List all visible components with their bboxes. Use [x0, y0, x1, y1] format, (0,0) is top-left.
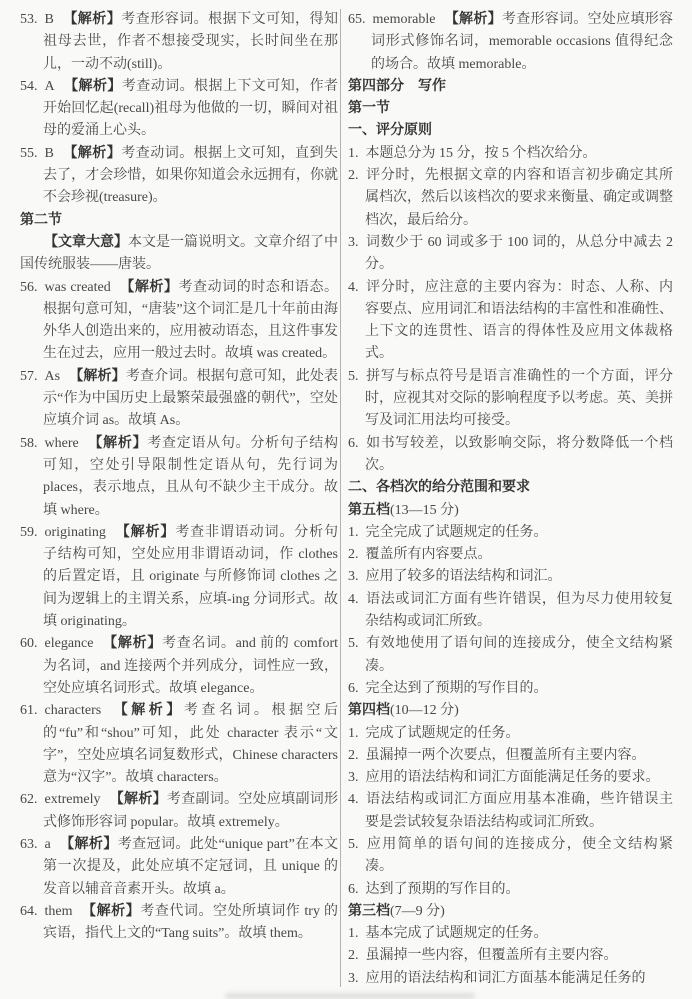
grade-label: 第四档 [348, 703, 390, 719]
analysis-item [20, 277, 338, 366]
item-text: 考查冠词。此处“unique part”在本文第一次提及，此处应填不定冠词，且 unique 的发音以辅音音素开头。故填 a。 [43, 836, 339, 897]
item-number: 3. [348, 234, 359, 250]
left-column [20, 9, 338, 945]
analysis-tag: 【解析】 [119, 279, 179, 295]
item-number: 58. [20, 435, 38, 451]
item-text: 考查名词。根据空后的“fu”和“shou”可知，此处 character 表示“文字”，空处应填名词复数形式，Chinese characters 意为“汉字”。故填 characters。 [43, 703, 339, 786]
item-number: 2. [348, 747, 359, 763]
item-number: 2. [348, 547, 359, 563]
rubric-list-item [348, 366, 673, 433]
rubric-list-item [348, 745, 673, 767]
grade-label: 第五档 [348, 502, 390, 518]
rubric-list-item [348, 767, 673, 789]
rubric-list-item [348, 968, 673, 990]
item-number: 62. [20, 792, 38, 808]
item-text: 考查代词。空处所填词作 try 的宾语，指代上文的“Tang suits”。故填 them。 [43, 903, 338, 942]
rubric-list-item [348, 589, 673, 634]
passage-summary-paragraph [20, 232, 338, 277]
grade-score-range: (7—9 分) [390, 903, 445, 919]
analysis-item [20, 433, 338, 522]
item-number: 1. [348, 926, 359, 942]
item-text: 考查形容词。空处应填形容词形式修饰名词，memorable occasions 值得纪念的场合。故填 memorable。 [371, 12, 674, 72]
item-text: 应用简单的语句间的连接成分，使全文结构紧凑。 [365, 836, 673, 875]
item-number: 4. [348, 591, 359, 607]
item-number: 59. [20, 524, 38, 540]
analysis-tag: 【解析】 [59, 836, 118, 852]
item-answer: where [44, 435, 79, 451]
item-answer: B [44, 12, 54, 27]
section-heading [348, 477, 673, 499]
item-text: 覆盖所有内容要点。 [365, 547, 492, 563]
item-text: 应用的语法结构和词汇方面基本能满足任务的 [365, 970, 646, 986]
item-text: 完全完成了试题规定的任务。 [365, 524, 548, 540]
item-text: 完成了试题规定的任务。 [365, 725, 520, 741]
rubric-list-item [348, 678, 673, 700]
item-answer: elegance [44, 636, 94, 652]
analysis-tag: 【解析】 [444, 12, 502, 27]
right-column [348, 9, 673, 990]
item-answer: A [44, 78, 55, 94]
item-number: 3. [348, 569, 359, 585]
section-heading [348, 120, 673, 142]
rubric-list-item [348, 143, 673, 165]
analysis-tag: 【解析】 [114, 524, 176, 540]
item-text: 应用的语法结构和词汇方面能满足任务的要求。 [365, 770, 660, 786]
analysis-tag: 【解析】 [62, 12, 122, 27]
rubric-list-item [348, 433, 673, 478]
item-number: 60. [20, 636, 38, 652]
item-text: 考查定语从句。分析句子结构可知，空处引导限制性定语从句，先行词为 places，表示地点，且从句不缺少主干成分。故填 where。 [43, 435, 339, 518]
item-number: 5. [348, 836, 359, 852]
grade-score-range: (13—15 分) [390, 502, 459, 518]
analysis-item [20, 9, 338, 76]
rubric-list-item [348, 165, 673, 232]
item-number: 64. [20, 903, 38, 919]
paragraph-text: 本文是一篇说明文。文章介绍了中国传统服装——唐装。 [20, 234, 338, 273]
item-number: 1. [348, 145, 359, 161]
item-text: 拼写与标点符号是语言准确性的一个方面，评分时，应视其对交际的影响程度予以考虑。英、美拼写及词汇用法均可接受。 [365, 368, 673, 429]
item-number: 56. [20, 279, 38, 295]
heading-text: 第一节 [348, 101, 390, 117]
grade-label: 第三档 [348, 903, 390, 919]
item-text: 语法结构或词汇方面应用基本准确，些许错误主要是尝试较复杂语法结构或词汇所致。 [365, 792, 673, 830]
item-number: 5. [348, 636, 359, 652]
heading-text: 一、评分原则 [348, 123, 432, 139]
item-answer: originating [44, 524, 106, 540]
section-heading [348, 76, 673, 98]
item-number: 3. [348, 970, 359, 986]
rubric-list-item [348, 566, 673, 588]
item-text: 评分时，应注意的主要内容为：时态、人称、内容要点、应用词汇和语法结构的丰富性和准确性、上下文的连贯性、语言的得体性及应用文体裁格式。 [365, 279, 673, 362]
item-number: 5. [348, 368, 359, 384]
item-text: 达到了预期的写作目的。 [365, 881, 520, 897]
analysis-tag: 【解析】 [110, 703, 184, 719]
analysis-item [20, 143, 338, 210]
heading-text: 第四部分 写作 [348, 78, 446, 94]
item-answer: was created [44, 279, 111, 295]
item-text: 考查动词。根据上下文可知，作者开始回忆起(recall)祖母为他做的一切，瞬间对祖母的爱涌上心头。 [43, 78, 339, 139]
analysis-item [20, 834, 338, 901]
rubric-list-item [348, 945, 673, 967]
column-divider [340, 9, 341, 987]
item-number: 55. [20, 145, 38, 161]
rubric-list-item [348, 232, 673, 277]
rubric-list-item [348, 789, 673, 834]
analysis-item [20, 633, 338, 700]
grade-band-heading [348, 500, 673, 522]
item-number: 2. [348, 948, 359, 964]
analysis-tag: 【解析】 [63, 78, 122, 94]
item-text: 考查动词的时态和语态。根据句意可知，“唐装”这个词汇是几十年前由海外华人创造出来的，应用被动语态，且这件事发生在过去，应用一般过去时。故填 was created。 [43, 279, 339, 362]
grade-band-heading [348, 901, 673, 923]
item-number: 4. [348, 792, 359, 808]
item-number: 57. [20, 368, 38, 384]
item-number: 4. [348, 279, 359, 295]
item-text: 基本完成了试题规定的任务。 [365, 926, 548, 942]
section-heading [20, 210, 338, 232]
analysis-item [20, 522, 338, 633]
analysis-tag: 【解析】 [109, 792, 167, 808]
item-number: 61. [20, 703, 38, 719]
item-text: 考查副词。空处应填副词形式修饰形容词 popular。故填 extremely。 [43, 792, 339, 830]
rubric-list-item [348, 277, 673, 366]
cutoff-footer-smudge [225, 993, 475, 999]
item-number: 6. [348, 435, 359, 451]
analysis-tag: 【解析】 [81, 903, 141, 919]
item-number: 63. [20, 836, 38, 852]
item-number: 1. [348, 524, 359, 540]
analysis-item [20, 789, 338, 834]
item-text: 应用了较多的语法结构和词汇。 [365, 569, 562, 585]
analysis-tag: 【解析】 [69, 368, 126, 384]
grade-band-heading [348, 700, 673, 722]
item-text: 考查非谓语动词。分析句子结构可知，空处应用非谓语动词，作 clothes 的后置定语，且 originate 与所修饰词 clothes 之间为逻辑上的主谓关系，应填-ing 分词形式。故填 originating。 [43, 524, 339, 630]
rubric-list-item [348, 544, 673, 566]
heading-text: 第二节 [20, 212, 62, 228]
item-text: 有效地使用了语句间的连接成分，使全文结构紧凑。 [365, 636, 673, 674]
analysis-tag: 【解析】 [62, 145, 122, 161]
grade-score-range: (10—12 分) [390, 703, 459, 719]
item-number: 3. [348, 770, 359, 786]
item-text: 本题总分为 15 分，按 5 个档次给分。 [365, 145, 597, 161]
item-number: 1. [348, 725, 359, 741]
item-answer: memorable [372, 12, 436, 27]
item-text: 虽漏掉一两个次要点，但覆盖所有主要内容。 [365, 747, 646, 763]
item-number: 65. [348, 12, 366, 27]
rubric-list-item [348, 633, 673, 678]
item-text: 完全达到了预期的写作目的。 [365, 680, 548, 696]
item-number: 2. [348, 168, 359, 184]
item-text: 词数少于 60 词或多于 100 词的，从总分中减去 2 分。 [365, 234, 673, 273]
item-answer: As [44, 368, 61, 384]
item-answer: characters [44, 703, 102, 719]
item-text: 虽漏掉一些内容，但覆盖所有主要内容。 [365, 948, 618, 964]
item-text: 考查名词。and 前的 comfort 为名词，and 连接两个并列成分，词性应一致，空处应填名词形式。故填 elegance。 [43, 636, 339, 696]
item-text: 评分时，先根据文章的内容和语言初步确定其所属档次，然后以该档次的要求来衡量、确定或调整档次，最后给分。 [365, 168, 673, 228]
analysis-tag: 【解析】 [102, 636, 163, 652]
analysis-item [20, 700, 338, 789]
item-text: 考查介词。根据句意可知，此处表示“作为中国历史上最繁荣最强盛的朝代”，空处应填介词 as。故填 As。 [43, 368, 339, 429]
item-answer: a [44, 836, 51, 852]
item-text: 考查动词。根据上文可知，直到失去了，才会珍惜，如果你知道会永远拥有，你就不会珍视(treasure)。 [43, 145, 339, 206]
summary-tag: 【文章大意】 [44, 234, 128, 250]
item-number: 6. [348, 881, 359, 897]
item-number: 54. [20, 78, 38, 94]
item-text: 如书写较差，以致影响交际，将分数降低一个档次。 [365, 435, 673, 473]
section-heading [348, 98, 673, 120]
rubric-list-item [348, 879, 673, 901]
analysis-tag: 【解析】 [87, 435, 148, 451]
analysis-item [20, 901, 338, 946]
item-number: 53. [20, 12, 38, 27]
item-text: 语法或词汇方面有些许错误，但为尽力使用较复杂结构或词汇所致。 [365, 591, 673, 630]
rubric-list-item [348, 834, 673, 879]
analysis-item [20, 76, 338, 143]
item-text: 考查形容词。根据下文可知，得知祖母去世，作者不想接受现实，长时间坐在那儿，一动不动(still)。 [43, 12, 339, 72]
item-answer: extremely [44, 792, 101, 808]
analysis-item [20, 366, 338, 433]
rubric-list-item [348, 522, 673, 544]
heading-text: 二、各档次的给分范围和要求 [348, 480, 530, 496]
item-answer: B [44, 145, 54, 161]
item-number: 6. [348, 680, 359, 696]
analysis-item [348, 9, 673, 76]
rubric-list-item [348, 723, 673, 745]
rubric-list-item [348, 923, 673, 945]
item-answer: them [44, 903, 73, 919]
